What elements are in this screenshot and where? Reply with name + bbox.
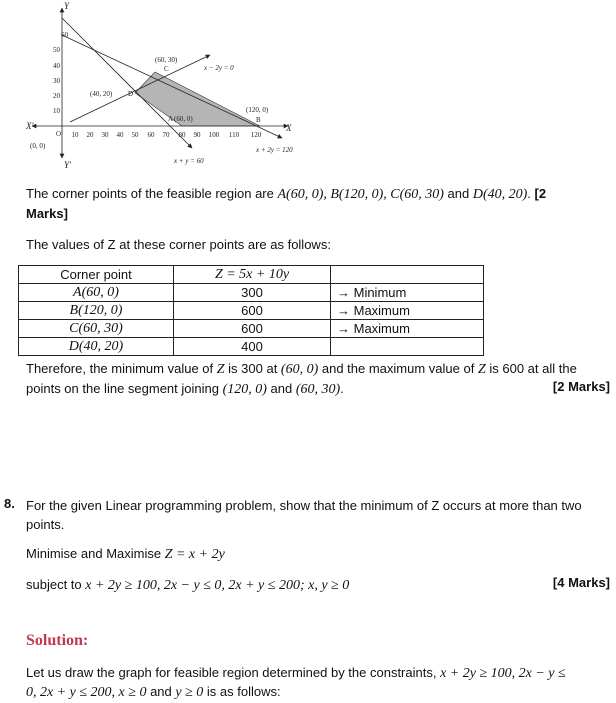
text: and [443, 186, 473, 201]
math: y ≥ 0 [175, 685, 204, 700]
y-ticks [53, 31, 69, 115]
y-tick: 30 [53, 77, 60, 85]
x-tick: 50 [131, 131, 139, 139]
point-c-label: C [164, 65, 169, 73]
table-cell [331, 338, 484, 356]
x-tick: 60 [147, 131, 155, 139]
table-cell: 600 [174, 320, 331, 338]
math: A(60, 0), B(120, 0), C(60, 30) [277, 187, 444, 202]
corner-points-paragraph [26, 184, 586, 223]
point-d-label: D [128, 90, 134, 98]
math: 0, 2x + y ≤ 200, x ≥ 0 [26, 685, 147, 700]
question-number: 8. [4, 496, 15, 511]
constraints: x + 2y ≥ 100, 2x − y ≤ 0, 2x + y ≤ 200; x, y ≥ 0 [85, 578, 350, 593]
x-tick: 120 [250, 131, 262, 139]
table-cell: B(120, 0) [19, 302, 174, 320]
math: Z [477, 362, 486, 377]
objective-function: Z = x + 2y [164, 547, 225, 562]
x-tick: 30 [101, 131, 109, 139]
point-b-label: B [256, 116, 261, 124]
marks-label: [2 Marks] [552, 379, 610, 394]
y-tick: 50 [53, 46, 60, 54]
y-tick: 40 [53, 62, 60, 70]
point-a-coord: (60, 0) [174, 115, 193, 123]
table-cell: A(60, 0) [19, 284, 174, 302]
x-tick: 40 [116, 131, 124, 139]
text: Minimise and Maximise [26, 546, 165, 561]
table-cell: → Minimum [331, 284, 484, 302]
x-tick: 90 [193, 131, 201, 139]
table-row [19, 338, 484, 356]
point-d-coord: (40, 20) [90, 90, 113, 98]
table-row [19, 302, 484, 320]
point-c-coord: (60, 30) [155, 56, 178, 64]
point-b-coord: (120, 0) [246, 106, 269, 114]
conclusion-line-2 [26, 379, 344, 399]
table-header-row [19, 266, 484, 284]
feasible-region [135, 72, 260, 126]
x-tick: 80 [178, 131, 186, 139]
text: . [527, 186, 535, 201]
origin-coord: (0, 0) [30, 142, 46, 150]
text: Let us draw the graph for feasible region determined by the constraints, [26, 665, 441, 680]
solution-line-2 [26, 682, 281, 702]
table-row [19, 284, 484, 302]
origin-label: O [56, 130, 62, 138]
x-tick: 70 [162, 131, 170, 139]
line-label-x-minus-2y: x − 2y = 0 [204, 64, 234, 72]
constraints-line [26, 575, 349, 595]
math: x + 2y ≥ 100, 2x − y ≤ [440, 666, 566, 681]
table-header-cell [331, 266, 484, 284]
math: D(40, 20) [472, 187, 528, 202]
math: (60, 0) [280, 362, 319, 377]
x-tick: 20 [86, 131, 94, 139]
question-line-1: For the given Linear programming problem, show that the minimum of Z occurs at more than two [26, 498, 582, 513]
y-tick: 60 [61, 31, 68, 39]
text: Therefore, the minimum value of [26, 361, 217, 376]
x-axis-label: X [286, 123, 292, 133]
x-ticks [72, 131, 262, 139]
table-header-cell: Z = 5x + 10y [174, 266, 331, 284]
table-cell: 600 [174, 302, 331, 320]
y-tick: 20 [53, 92, 60, 100]
text: points on the line segment joining [26, 381, 223, 396]
x-tick: 100 [208, 131, 220, 139]
table-cell: → Maximum [331, 302, 484, 320]
table-cell: → Maximum [331, 320, 484, 338]
table-header-cell: Corner point [19, 266, 174, 284]
text: and [266, 381, 296, 396]
table-cell: D(40, 20) [19, 338, 174, 356]
text: The corner points of the feasible region are [26, 186, 278, 201]
line-label-x-plus-y: x + y = 60 [174, 157, 204, 165]
math: Z [216, 362, 225, 377]
question-line-2: points. [26, 517, 65, 532]
solution-line-1 [26, 663, 616, 683]
table-cell: 400 [174, 338, 331, 356]
x-neg-axis-label: X' [26, 121, 34, 131]
math: (60, 30) [295, 382, 341, 397]
corner-values-table [18, 265, 484, 356]
text: subject to [26, 577, 86, 592]
text: is as follows: [203, 684, 281, 699]
values-intro: The values of Z at these corner points are as follows: [26, 237, 331, 252]
y-neg-axis-label: Y' [64, 160, 71, 170]
x-tick: 10 [71, 131, 79, 139]
table-cell: C(60, 30) [19, 320, 174, 338]
text: is 600 at all the [485, 361, 577, 376]
table-cell: 300 [174, 284, 331, 302]
feasible-region-graph [20, 0, 320, 172]
solution-heading: Solution: [26, 632, 89, 649]
text: and [146, 684, 176, 699]
text: and the maximum value of [318, 361, 478, 376]
table-row [19, 320, 484, 338]
math: (120, 0) [222, 382, 267, 397]
objective-line [26, 544, 225, 564]
marks-label: [2 Marks] [26, 186, 547, 221]
text: is 300 at [224, 361, 281, 376]
x-tick: 110 [228, 131, 240, 139]
y-axis-label: Y [64, 1, 70, 11]
point-a-label: A [168, 115, 174, 123]
text: . [340, 381, 344, 396]
conclusion-line-1 [26, 359, 616, 379]
line-label-x-plus-2y: x + 2y = 120 [256, 146, 293, 154]
marks-label: [4 Marks] [552, 575, 610, 590]
y-tick: 10 [53, 107, 60, 115]
